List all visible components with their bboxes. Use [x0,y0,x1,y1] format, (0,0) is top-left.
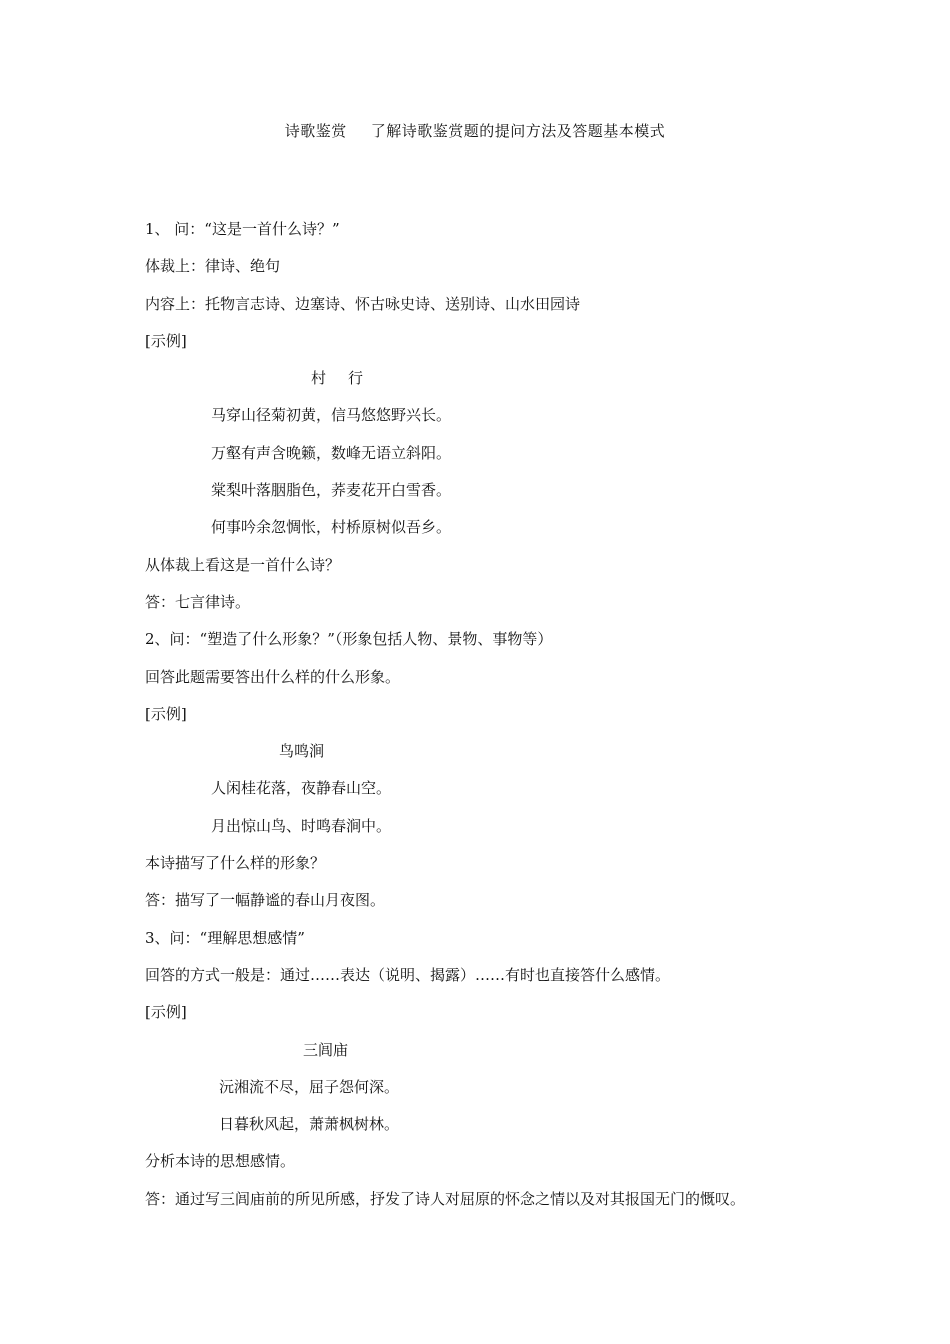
section2-poem-line: 月出惊山鸟、时鸣春涧中。 [211,816,392,835]
title-part-2: 了解诗歌鉴赏题的提问方法及答题基本模式 [370,122,666,140]
section3-poem-line: 沅湘流不尽，屈子怨何深。 [219,1077,400,1096]
section1-poem-line: 棠梨叶落胭脂色，荞麦花开白雪香。 [211,481,452,500]
poem-title-char-1: 村 [311,369,327,388]
section1-sub-question: 从体裁上看这是一首什么诗？ [145,555,341,574]
section1-genre: 体裁上：律诗、绝句 [145,257,281,276]
section3-poem-title: 三闾庙 [303,1040,349,1059]
section1-example-label: [示例] [145,331,187,350]
section3-answer: 答：通过写三闾庙前的所见所感，抒发了诗人对屈原的怀念之情以及对其报国无门的慨叹。 [145,1189,746,1208]
section1-question: 1、 问：“这是一首什么诗？” [145,220,340,238]
section2-sub-question: 本诗描写了什么样的形象？ [145,854,326,873]
document-body [145,218,825,1225]
section1-poem-line: 马穿山径菊初黄，信马悠悠野兴长。 [211,406,452,425]
section3-instruction: 回答的方式一般是：通过……表达（说明、揭露）……有时也直接答什么感情。 [145,965,671,984]
section3-question: 3、问：“理解思想感情” [145,928,305,947]
section2-instruction: 回答此题需要答出什么样的什么形象。 [145,667,401,686]
section3-sub-question: 分析本诗的思想感情。 [145,1152,296,1171]
section1-poem-title [145,367,825,404]
section2-answer: 答：描写了一幅静谧的春山月夜图。 [145,891,386,910]
section2-poem-title: 鸟鸣涧 [279,742,325,761]
document-title [0,120,950,141]
title-part-1: 诗歌鉴赏 [284,122,347,140]
section1-poem-line: 何事吟余忽惆怅，村桥原树似吾乡。 [211,518,452,537]
section1-poem-line: 万壑有声含晚籁，数峰无语立斜阳。 [211,443,452,462]
section2-question: 2、问：“塑造了什么形象？”（形象包括人物、景物、事物等） [145,630,553,649]
section1-content: 内容上：托物言志诗、边塞诗、怀古咏史诗、送别诗、山水田园诗 [145,294,581,313]
section3-example-label: [示例] [145,1003,187,1022]
section2-example-label: [示例] [145,704,187,723]
section1-answer: 答：七言律诗。 [145,592,251,611]
section2-poem-line: 人闲桂花落，夜静春山空。 [211,779,392,798]
section3-poem-line: 日暮秋风起，萧萧枫树林。 [219,1115,400,1134]
poem-title-char-2: 行 [348,369,364,388]
